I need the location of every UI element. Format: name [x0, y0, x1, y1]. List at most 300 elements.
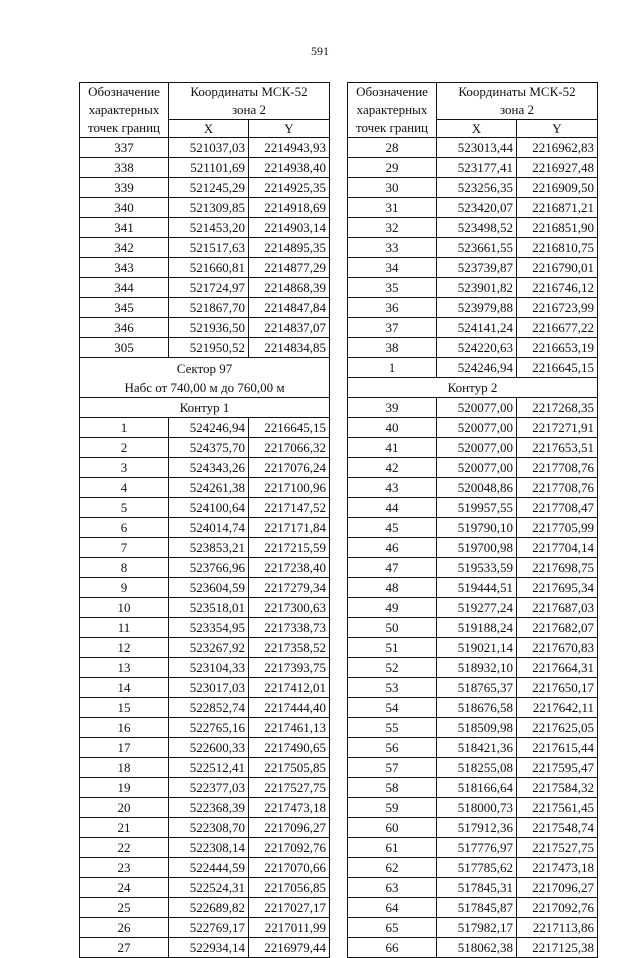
x-coordinate: 521309,85 — [169, 198, 249, 218]
y-coordinate: 2217076,24 — [249, 458, 330, 478]
point-number: 26 — [80, 918, 169, 938]
y-coordinate: 2217615,44 — [517, 738, 598, 758]
x-coordinate: 523498,52 — [437, 218, 517, 238]
y-coordinate: 2217670,83 — [517, 638, 598, 658]
table-row — [80, 578, 330, 598]
x-coordinate: 524220,63 — [437, 338, 517, 358]
x-coordinate: 522689,82 — [169, 898, 249, 918]
point-number: 43 — [348, 478, 437, 498]
y-coordinate: 2214847,84 — [249, 298, 330, 318]
point-number: 13 — [80, 658, 169, 678]
x-coordinate: 522765,16 — [169, 718, 249, 738]
table-row — [348, 398, 598, 418]
point-number: 35 — [348, 278, 437, 298]
table-row — [80, 258, 330, 278]
table-row — [80, 798, 330, 818]
y-coordinate: 2217096,27 — [517, 878, 598, 898]
x-coordinate: 523013,44 — [437, 138, 517, 158]
table-row — [348, 478, 598, 498]
point-number: 8 — [80, 558, 169, 578]
table-row — [348, 318, 598, 338]
point-number: 40 — [348, 418, 437, 438]
point-number: 344 — [80, 278, 169, 298]
point-number: 305 — [80, 338, 169, 358]
y-coordinate: 2217473,18 — [517, 858, 598, 878]
x-coordinate: 524261,38 — [169, 478, 249, 498]
point-number: 41 — [348, 438, 437, 458]
point-number: 20 — [80, 798, 169, 818]
header-row — [80, 83, 330, 120]
designation-header-line: точек границ — [355, 120, 429, 135]
point-number: 39 — [348, 398, 437, 418]
sector-label — [80, 358, 330, 398]
x-coordinate: 521245,29 — [169, 178, 249, 198]
x-coordinate: 523420,07 — [437, 198, 517, 218]
x-coordinate: 523604,59 — [169, 578, 249, 598]
table-row — [348, 638, 598, 658]
table-row — [80, 778, 330, 798]
y-coordinate: 2217147,52 — [249, 498, 330, 518]
y-coordinate: 2217698,75 — [517, 558, 598, 578]
x-coordinate: 519277,24 — [437, 598, 517, 618]
point-number: 36 — [348, 298, 437, 318]
x-coordinate: 521950,52 — [169, 338, 249, 358]
point-number: 56 — [348, 738, 437, 758]
point-number: 343 — [80, 258, 169, 278]
x-coordinate: 519533,59 — [437, 558, 517, 578]
y-coordinate: 2217125,38 — [517, 938, 598, 958]
table-row — [80, 518, 330, 538]
table-row — [80, 638, 330, 658]
x-coordinate: 524246,94 — [169, 418, 249, 438]
point-number: 1 — [348, 358, 437, 378]
y-coordinate: 2217705,99 — [517, 518, 598, 538]
y-coordinate: 2217664,31 — [517, 658, 598, 678]
point-number: 47 — [348, 558, 437, 578]
y-header: Y — [517, 120, 598, 138]
y-coordinate: 2214895,35 — [249, 238, 330, 258]
point-number: 11 — [80, 618, 169, 638]
table-row — [348, 238, 598, 258]
table-row — [80, 718, 330, 738]
x-coordinate: 520077,00 — [437, 418, 517, 438]
point-number: 52 — [348, 658, 437, 678]
x-coordinate: 522934,14 — [169, 938, 249, 958]
table-row — [348, 778, 598, 798]
point-number: 50 — [348, 618, 437, 638]
x-coordinate: 519021,14 — [437, 638, 517, 658]
point-number: 15 — [80, 698, 169, 718]
table-row — [80, 558, 330, 578]
y-coordinate: 2217271,91 — [517, 418, 598, 438]
point-number: 19 — [80, 778, 169, 798]
table-row — [348, 338, 598, 358]
x-coordinate: 518421,36 — [437, 738, 517, 758]
x-coordinate: 518676,58 — [437, 698, 517, 718]
y-coordinate: 2217708,76 — [517, 458, 598, 478]
table-row — [348, 258, 598, 278]
point-number: 53 — [348, 678, 437, 698]
table-row — [80, 938, 330, 958]
x-coordinate: 523017,03 — [169, 678, 249, 698]
table-row — [80, 678, 330, 698]
table-row — [348, 818, 598, 838]
y-coordinate: 2216909,50 — [517, 178, 598, 198]
y-coordinate: 2217704,14 — [517, 538, 598, 558]
table-row — [80, 218, 330, 238]
point-number: 345 — [80, 298, 169, 318]
contour-row — [348, 378, 598, 398]
point-number: 3 — [80, 458, 169, 478]
y-coordinate: 2216645,15 — [249, 418, 330, 438]
x-coordinate: 518509,98 — [437, 718, 517, 738]
y-coordinate: 2217490,65 — [249, 738, 330, 758]
table-row — [80, 698, 330, 718]
point-number: 10 — [80, 598, 169, 618]
point-number: 55 — [348, 718, 437, 738]
table-row — [348, 658, 598, 678]
y-coordinate: 2216851,90 — [517, 218, 598, 238]
point-number: 44 — [348, 498, 437, 518]
x-coordinate: 519188,24 — [437, 618, 517, 638]
x-coordinate: 523901,82 — [437, 278, 517, 298]
point-number: 27 — [80, 938, 169, 958]
y-coordinate: 2217650,17 — [517, 678, 598, 698]
y-coordinate: 2217092,76 — [249, 838, 330, 858]
x-coordinate: 520077,00 — [437, 438, 517, 458]
designation-header-line: Обозначение — [88, 84, 160, 99]
point-number: 7 — [80, 538, 169, 558]
y-header: Y — [249, 120, 330, 138]
table-row — [80, 238, 330, 258]
y-coordinate: 2214868,39 — [249, 278, 330, 298]
contour-label: Контур 2 — [348, 378, 598, 398]
x-coordinate: 523177,41 — [437, 158, 517, 178]
y-coordinate: 2216962,83 — [517, 138, 598, 158]
point-number: 64 — [348, 898, 437, 918]
y-coordinate: 2216746,12 — [517, 278, 598, 298]
x-coordinate: 518062,38 — [437, 938, 517, 958]
x-coordinate: 524375,70 — [169, 438, 249, 458]
x-header: X — [169, 120, 249, 138]
y-coordinate: 2214943,93 — [249, 138, 330, 158]
table-row — [80, 858, 330, 878]
point-number: 2 — [80, 438, 169, 458]
point-number: 21 — [80, 818, 169, 838]
x-coordinate: 519700,98 — [437, 538, 517, 558]
x-coordinate: 522524,31 — [169, 878, 249, 898]
table-row — [348, 558, 598, 578]
point-number: 29 — [348, 158, 437, 178]
x-coordinate: 518765,37 — [437, 678, 517, 698]
x-coordinate: 523518,01 — [169, 598, 249, 618]
y-coordinate: 2217066,32 — [249, 438, 330, 458]
point-number: 339 — [80, 178, 169, 198]
y-coordinate: 2216723,99 — [517, 298, 598, 318]
table-row — [348, 738, 598, 758]
table-row — [348, 458, 598, 478]
y-coordinate: 2216645,15 — [517, 358, 598, 378]
table-row — [348, 678, 598, 698]
y-coordinate: 2216653,19 — [517, 338, 598, 358]
y-coordinate: 2217412,01 — [249, 678, 330, 698]
x-coordinate: 517845,31 — [437, 878, 517, 898]
y-coordinate: 2216810,75 — [517, 238, 598, 258]
y-coordinate: 2217653,51 — [517, 438, 598, 458]
x-coordinate: 522308,70 — [169, 818, 249, 838]
table-row — [80, 838, 330, 858]
coordinates-header-line: зона 2 — [231, 102, 267, 117]
point-number: 22 — [80, 838, 169, 858]
contour-row — [80, 398, 330, 418]
table-row — [348, 938, 598, 958]
point-number: 23 — [80, 858, 169, 878]
x-coordinate: 518166,64 — [437, 778, 517, 798]
table-row — [80, 418, 330, 438]
table-row — [80, 138, 330, 158]
x-coordinate: 524014,74 — [169, 518, 249, 538]
table-row — [80, 738, 330, 758]
table-row — [80, 918, 330, 938]
table-row — [80, 758, 330, 778]
y-coordinate: 2217096,27 — [249, 818, 330, 838]
y-coordinate: 2216677,22 — [517, 318, 598, 338]
x-coordinate: 522444,59 — [169, 858, 249, 878]
sector-label-line: Набс от 740,00 м до 760,00 м — [124, 379, 285, 395]
table-row — [80, 898, 330, 918]
x-coordinate: 519444,51 — [437, 578, 517, 598]
point-number: 62 — [348, 858, 437, 878]
x-coordinate: 520048,86 — [437, 478, 517, 498]
point-number: 65 — [348, 918, 437, 938]
x-coordinate: 524343,26 — [169, 458, 249, 478]
table-row — [348, 538, 598, 558]
x-coordinate: 517785,62 — [437, 858, 517, 878]
point-number: 45 — [348, 518, 437, 538]
table-row — [80, 538, 330, 558]
x-coordinate: 521936,50 — [169, 318, 249, 338]
x-coordinate: 522512,41 — [169, 758, 249, 778]
table-row — [348, 578, 598, 598]
y-coordinate: 2217687,03 — [517, 598, 598, 618]
x-coordinate: 523256,35 — [437, 178, 517, 198]
table-row — [80, 278, 330, 298]
table-row — [80, 438, 330, 458]
point-number: 338 — [80, 158, 169, 178]
point-number: 38 — [348, 338, 437, 358]
y-coordinate: 2217642,11 — [517, 698, 598, 718]
x-coordinate: 517776,97 — [437, 838, 517, 858]
x-header: X — [437, 120, 517, 138]
y-coordinate: 2214938,40 — [249, 158, 330, 178]
y-coordinate: 2216979,44 — [249, 938, 330, 958]
table-row — [348, 498, 598, 518]
y-coordinate: 2217113,86 — [517, 918, 598, 938]
y-coordinate: 2214877,29 — [249, 258, 330, 278]
table-row — [80, 478, 330, 498]
x-coordinate: 521724,97 — [169, 278, 249, 298]
point-number: 61 — [348, 838, 437, 858]
point-number: 60 — [348, 818, 437, 838]
designation-header-line: Обозначение — [356, 84, 428, 99]
table-row — [80, 178, 330, 198]
y-coordinate: 2217561,45 — [517, 798, 598, 818]
x-coordinate: 523354,95 — [169, 618, 249, 638]
x-coordinate: 521660,81 — [169, 258, 249, 278]
point-number: 17 — [80, 738, 169, 758]
table-row — [348, 178, 598, 198]
coordinates-header-line: Координаты МСК-52 — [458, 84, 576, 99]
x-coordinate: 522368,39 — [169, 798, 249, 818]
table-row — [80, 458, 330, 478]
contour-label: Контур 1 — [80, 398, 330, 418]
y-coordinate: 2217100,96 — [249, 478, 330, 498]
y-coordinate: 2214925,35 — [249, 178, 330, 198]
point-number: 34 — [348, 258, 437, 278]
point-number: 340 — [80, 198, 169, 218]
page-number: 591 — [311, 44, 329, 58]
table-row — [348, 138, 598, 158]
x-coordinate: 522600,33 — [169, 738, 249, 758]
y-coordinate: 2217300,63 — [249, 598, 330, 618]
point-number: 30 — [348, 178, 437, 198]
x-coordinate: 519790,10 — [437, 518, 517, 538]
x-coordinate: 523766,96 — [169, 558, 249, 578]
point-number: 24 — [80, 878, 169, 898]
x-coordinate: 519957,55 — [437, 498, 517, 518]
y-coordinate: 2217393,75 — [249, 658, 330, 678]
point-number: 63 — [348, 878, 437, 898]
x-coordinate: 521101,69 — [169, 158, 249, 178]
y-coordinate: 2217027,17 — [249, 898, 330, 918]
table-row — [348, 918, 598, 938]
point-number: 6 — [80, 518, 169, 538]
x-coordinate: 523104,33 — [169, 658, 249, 678]
y-coordinate: 2217625,05 — [517, 718, 598, 738]
coordinates-header-line: Координаты МСК-52 — [190, 84, 308, 99]
point-number: 37 — [348, 318, 437, 338]
designation-header-line: характерных — [88, 102, 160, 117]
x-coordinate: 523267,92 — [169, 638, 249, 658]
table-row — [80, 598, 330, 618]
y-coordinate: 2216927,48 — [517, 158, 598, 178]
y-coordinate: 2217092,76 — [517, 898, 598, 918]
table-row — [348, 618, 598, 638]
y-coordinate: 2217238,40 — [249, 558, 330, 578]
table-row — [80, 618, 330, 638]
y-coordinate: 2217505,85 — [249, 758, 330, 778]
table-row — [80, 158, 330, 178]
point-number: 4 — [80, 478, 169, 498]
coordinates-header-line: зона 2 — [499, 102, 535, 117]
coordinates-table-right — [347, 82, 598, 958]
point-number: 42 — [348, 458, 437, 478]
point-number: 9 — [80, 578, 169, 598]
designation-header-line: точек границ — [87, 120, 161, 135]
table-row — [348, 438, 598, 458]
sector-label-line: Сектор 97 — [176, 360, 233, 376]
y-coordinate: 2214903,14 — [249, 218, 330, 238]
y-coordinate: 2217171,84 — [249, 518, 330, 538]
table-row — [348, 838, 598, 858]
x-coordinate: 521517,63 — [169, 238, 249, 258]
point-number: 58 — [348, 778, 437, 798]
y-coordinate: 2216871,21 — [517, 198, 598, 218]
point-number: 31 — [348, 198, 437, 218]
table-row — [348, 798, 598, 818]
point-number: 59 — [348, 798, 437, 818]
coordinates-header — [437, 83, 598, 120]
y-coordinate: 2217695,34 — [517, 578, 598, 598]
point-number: 54 — [348, 698, 437, 718]
designation-header-line: характерных — [356, 102, 428, 117]
table-row — [348, 718, 598, 738]
point-number: 5 — [80, 498, 169, 518]
point-number: 46 — [348, 538, 437, 558]
point-number: 49 — [348, 598, 437, 618]
point-number: 48 — [348, 578, 437, 598]
y-coordinate: 2217070,66 — [249, 858, 330, 878]
y-coordinate: 2217011,99 — [249, 918, 330, 938]
table-row — [348, 198, 598, 218]
x-coordinate: 524100,64 — [169, 498, 249, 518]
table-row — [348, 858, 598, 878]
sector-row — [80, 358, 330, 398]
x-coordinate: 522852,74 — [169, 698, 249, 718]
x-coordinate: 523661,55 — [437, 238, 517, 258]
point-number: 25 — [80, 898, 169, 918]
table-row — [348, 518, 598, 538]
y-coordinate: 2217056,85 — [249, 878, 330, 898]
coordinates-header — [169, 83, 330, 120]
point-number: 1 — [80, 418, 169, 438]
x-coordinate: 520077,00 — [437, 398, 517, 418]
y-coordinate: 2217708,47 — [517, 498, 598, 518]
y-coordinate: 2217682,07 — [517, 618, 598, 638]
table-row — [348, 358, 598, 378]
x-coordinate: 518255,08 — [437, 758, 517, 778]
table-row — [348, 698, 598, 718]
point-number: 33 — [348, 238, 437, 258]
point-number: 66 — [348, 938, 437, 958]
designation-header — [348, 83, 437, 138]
table-row — [80, 298, 330, 318]
y-coordinate: 2217473,18 — [249, 798, 330, 818]
point-number: 57 — [348, 758, 437, 778]
y-coordinate: 2217279,34 — [249, 578, 330, 598]
y-coordinate: 2216790,01 — [517, 258, 598, 278]
table-row — [348, 418, 598, 438]
point-number: 16 — [80, 718, 169, 738]
x-coordinate: 524141,24 — [437, 318, 517, 338]
y-coordinate: 2214918,69 — [249, 198, 330, 218]
table-row — [80, 318, 330, 338]
y-coordinate: 2217444,40 — [249, 698, 330, 718]
x-coordinate: 523739,87 — [437, 258, 517, 278]
table-row — [80, 878, 330, 898]
y-coordinate: 2217595,47 — [517, 758, 598, 778]
y-coordinate: 2217358,52 — [249, 638, 330, 658]
x-coordinate: 517845,87 — [437, 898, 517, 918]
table-row — [348, 878, 598, 898]
table-row — [348, 298, 598, 318]
x-coordinate: 518000,73 — [437, 798, 517, 818]
table-row — [348, 218, 598, 238]
y-coordinate: 2217548,74 — [517, 818, 598, 838]
table-row — [80, 198, 330, 218]
coordinates-table-left — [79, 82, 330, 958]
y-coordinate: 2217338,73 — [249, 618, 330, 638]
